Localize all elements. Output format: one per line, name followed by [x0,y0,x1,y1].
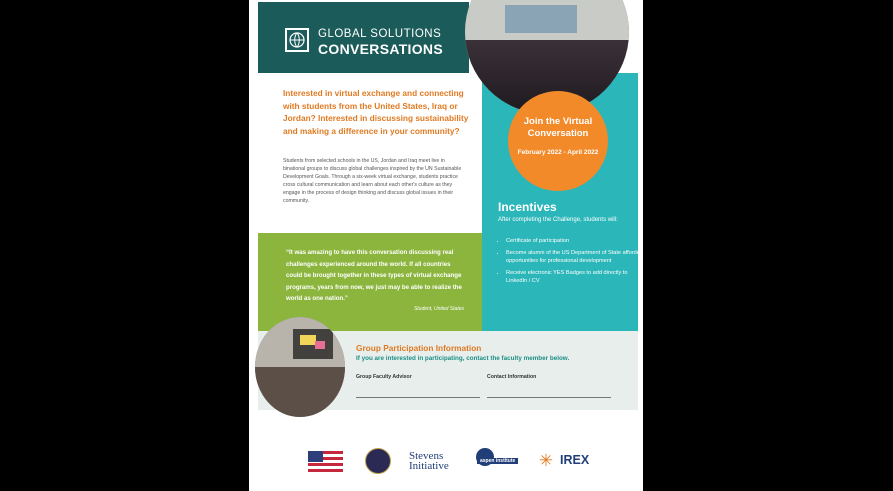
incentive-item: • Receive electronic YES Badges to add directly to LinkedIn / CV [506,269,643,285]
group-title: Group Participation Information [356,343,482,353]
brand-line-2: CONVERSATIONS [318,41,443,57]
incentives-title: Incentives [498,200,557,214]
quote-attribution: Student, United States [413,306,464,312]
program-description: Students from selected schools in the US, Jordan and Iraq meet live in binational groups to discuss global challenges inspired by the UN Sustainable Development Goals. Through a six-week virtual exchange, students practice cross cultural communication and learn about each other's culture as they engage in the process of design thinking and discuss global issues in their community. [283,158,462,204]
sponsor-logos [249,442,643,482]
brand-line-1: GLOBAL SOLUTIONS [318,28,442,40]
state-department-seal-icon [365,448,391,474]
contact-field[interactable] [487,397,611,398]
student-quote: “It was amazing to have this conversation discussing real challenges experienced around the world. If all countries could be brought together in these types of virtual exchange programs, years from now, we just may be able to realize the world as one nation.” [286,249,462,302]
stevens-line-2: Initiative [409,460,449,472]
aspen-institute-logo: aspen institute [477,458,518,464]
stevens-initiative-logo [409,451,449,471]
stevens-line-1: Stevens [409,450,444,462]
us-flag-canton [308,451,323,462]
join-dates: February 2022 - April 2022 [517,149,599,156]
advisor-label: Group Faculty Advisor [356,374,412,380]
classroom-photo [255,317,345,417]
lead-question: Interested in virtual exchange and connecting with students from the United States, Iraq or Jordan? Interested in discussing sustainability and making a difference in your community? [283,88,469,136]
group-subtitle: If you are interested in participating, contact the faculty member below. [356,355,570,362]
globe-logo-icon [285,28,309,52]
incentives-intro: After completing the Challenge, students will: [498,217,618,223]
incentives-list [492,237,643,289]
flyer-page [249,0,643,491]
header-banner [258,2,469,73]
classroom-people [255,367,345,417]
join-title: Join the Virtual Conversation [523,116,593,139]
incentive-item: • Certificate of participation [506,237,643,245]
sticky-note [300,335,316,345]
join-badge [508,91,608,191]
sticky-note [315,341,325,349]
contact-label: Contact Information [487,374,537,380]
photo-screen [505,5,577,33]
advisor-field[interactable] [356,397,480,398]
irex-logo: IREX [560,453,590,467]
irex-mark-icon: ✳ [538,451,554,470]
incentive-item: • Become alumni of the US Department of State afforded opportunities for professional development [506,249,643,265]
